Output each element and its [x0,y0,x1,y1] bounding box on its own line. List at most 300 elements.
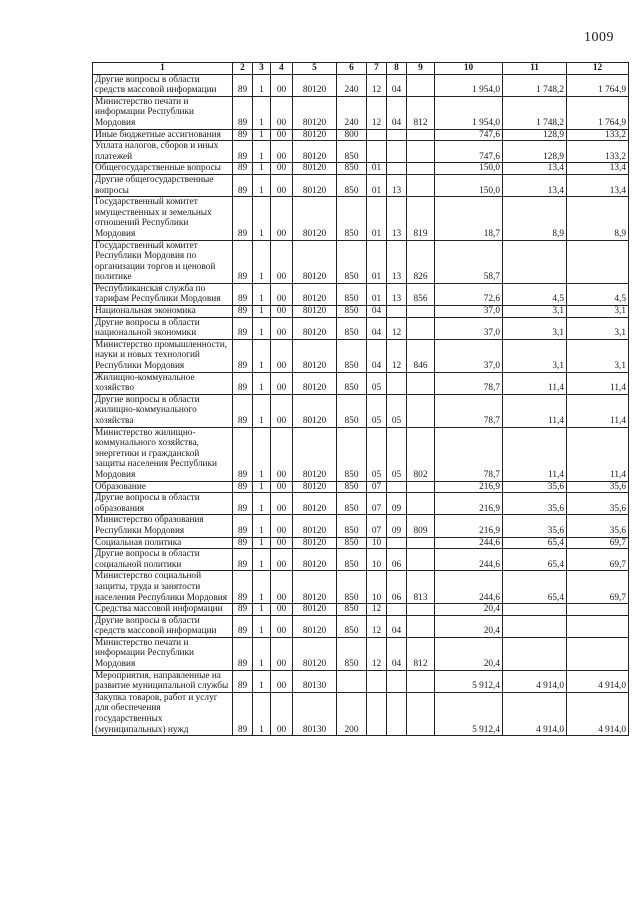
code-col-7: 07 [367,515,387,537]
code-col-7 [367,692,387,735]
code-col-2: 89 [233,96,253,129]
code-col-5: 80120 [293,604,337,616]
code-col-4: 00 [271,571,293,604]
code-col-6: 850 [337,537,367,549]
code-col-7: 01 [367,197,387,240]
code-col-4: 00 [271,129,293,141]
code-col-5: 80120 [293,96,337,129]
row-name: Республиканская служба по тарифам Республики Мордовия [93,283,233,305]
amount-col-11: 3,1 [503,306,567,318]
code-col-6: 850 [337,515,367,537]
code-col-9 [407,549,435,571]
code-col-9: 856 [407,283,435,305]
code-col-4: 00 [271,493,293,515]
amount-col-10: 78,7 [435,372,503,394]
column-header: 11 [503,63,567,75]
code-col-9 [407,692,435,735]
code-col-9 [407,493,435,515]
row-name: Другие вопросы в области средств массовой информации [93,615,233,637]
amount-col-11: 11,4 [503,394,567,427]
code-col-8 [387,306,407,318]
code-col-9 [407,74,435,96]
table-row [93,163,629,175]
amount-col-11 [503,615,567,637]
amount-col-12 [567,637,629,670]
code-col-9 [407,537,435,549]
code-col-5: 80120 [293,615,337,637]
row-name: Министерство социальной защиты, труда и занятости населения Республики Мордовия [93,571,233,604]
row-name: Другие вопросы в области образования [93,493,233,515]
row-name: Иные бюджетные ассигнования [93,129,233,141]
amount-col-12: 133,2 [567,141,629,163]
table-row [93,615,629,637]
code-col-5: 80120 [293,141,337,163]
code-col-6: 850 [337,306,367,318]
code-col-9 [407,141,435,163]
code-col-2: 89 [233,637,253,670]
amount-col-12: 1 764,9 [567,74,629,96]
column-header: 4 [271,63,293,75]
row-name: Средства массовой информации [93,604,233,616]
amount-col-10: 244,6 [435,537,503,549]
amount-col-11: 4 914,0 [503,670,567,692]
table-row [93,197,629,240]
code-col-7: 10 [367,549,387,571]
table-row [93,240,629,283]
code-col-8: 04 [387,96,407,129]
amount-col-10: 1 954,0 [435,96,503,129]
amount-col-12: 3,1 [567,317,629,339]
row-name: Другие вопросы в области жилищно-коммунального хозяйства [93,394,233,427]
row-name: Государственный комитет Республики Мордовия по организации торгов и ценовой политике [93,240,233,283]
code-col-5: 80120 [293,163,337,175]
amount-col-10: 37,0 [435,306,503,318]
code-col-7 [367,141,387,163]
code-col-6: 850 [337,604,367,616]
amount-col-12: 3,1 [567,306,629,318]
code-col-3: 1 [253,537,271,549]
amount-col-12: 69,7 [567,537,629,549]
code-col-8 [387,163,407,175]
code-col-7: 12 [367,604,387,616]
code-col-9 [407,306,435,318]
amount-col-12: 13,4 [567,174,629,196]
code-col-5: 80120 [293,372,337,394]
code-col-4: 00 [271,240,293,283]
code-col-5: 80120 [293,427,337,481]
table-row [93,372,629,394]
row-name: Мероприятия, направленные на развитие муниципальной службы [93,670,233,692]
code-col-9: 812 [407,96,435,129]
amount-col-10: 58,7 [435,240,503,283]
row-name: Министерство жилищно-коммунального хозяйства, энергетики и гражданской защиты населения Республики Мордовия [93,427,233,481]
amount-col-12: 11,4 [567,372,629,394]
code-col-6: 850 [337,163,367,175]
amount-col-12: 35,6 [567,481,629,493]
code-col-4: 00 [271,197,293,240]
amount-col-11: 65,4 [503,549,567,571]
code-col-5: 80130 [293,670,337,692]
code-col-4: 00 [271,537,293,549]
code-col-4: 00 [271,692,293,735]
code-col-3: 1 [253,74,271,96]
code-col-4: 00 [271,670,293,692]
code-col-7: 07 [367,493,387,515]
amount-col-11: 11,4 [503,427,567,481]
amount-col-11: 4 914,0 [503,692,567,735]
code-col-9: 813 [407,571,435,604]
amount-col-12: 69,7 [567,549,629,571]
code-col-6: 850 [337,197,367,240]
column-header: 3 [253,63,271,75]
amount-col-10: 5 912,4 [435,692,503,735]
row-name: Закупка товаров, работ и услуг для обеспечения государственных (муниципальных) нужд [93,692,233,735]
code-col-8 [387,692,407,735]
amount-col-10: 747,6 [435,129,503,141]
table-row [93,637,629,670]
table-header-row [93,63,629,75]
code-col-5: 80120 [293,306,337,318]
amount-col-11: 13,4 [503,163,567,175]
code-col-8 [387,141,407,163]
table-row [93,493,629,515]
column-header: 1 [93,63,233,75]
code-col-8: 09 [387,493,407,515]
code-col-2: 89 [233,394,253,427]
code-col-4: 00 [271,174,293,196]
code-col-4: 00 [271,141,293,163]
code-col-4: 00 [271,637,293,670]
code-col-3: 1 [253,394,271,427]
code-col-7: 07 [367,481,387,493]
table-row [93,549,629,571]
code-col-8 [387,537,407,549]
code-col-3: 1 [253,339,271,372]
code-col-3: 1 [253,372,271,394]
table-row [93,670,629,692]
code-col-4: 00 [271,74,293,96]
amount-col-10: 72,6 [435,283,503,305]
amount-col-12: 35,6 [567,493,629,515]
code-col-7 [367,670,387,692]
code-col-4: 00 [271,394,293,427]
code-col-9 [407,670,435,692]
amount-col-12: 4 914,0 [567,670,629,692]
code-col-8 [387,129,407,141]
amount-col-10: 20,4 [435,637,503,670]
code-col-8 [387,372,407,394]
code-col-8: 04 [387,74,407,96]
amount-col-10: 150,0 [435,174,503,196]
amount-col-11: 3,1 [503,317,567,339]
amount-col-10: 20,4 [435,615,503,637]
row-name: Социальная политика [93,537,233,549]
amount-col-10: 37,0 [435,317,503,339]
code-col-8: 06 [387,549,407,571]
code-col-6: 850 [337,481,367,493]
amount-col-11: 1 748,2 [503,74,567,96]
row-name: Общегосударственные вопросы [93,163,233,175]
code-col-9: 809 [407,515,435,537]
code-col-7: 04 [367,339,387,372]
table-row [93,339,629,372]
amount-col-11: 3,1 [503,339,567,372]
code-col-6: 850 [337,240,367,283]
code-col-5: 80120 [293,549,337,571]
column-header: 9 [407,63,435,75]
table-row [93,306,629,318]
table-row [93,74,629,96]
code-col-4: 00 [271,515,293,537]
code-col-2: 89 [233,283,253,305]
amount-col-10: 150,0 [435,163,503,175]
code-col-8: 13 [387,197,407,240]
amount-col-11: 65,4 [503,537,567,549]
amount-col-10: 78,7 [435,427,503,481]
table-row [93,571,629,604]
code-col-7: 12 [367,74,387,96]
row-name: Министерство образования Республики Мордовия [93,515,233,537]
code-col-9 [407,481,435,493]
row-name: Другие общегосударственные вопросы [93,174,233,196]
code-col-5: 80120 [293,637,337,670]
amount-col-12: 11,4 [567,427,629,481]
code-col-6: 850 [337,372,367,394]
table-row [93,427,629,481]
row-name: Другие вопросы в области социальной политики [93,549,233,571]
code-col-3: 1 [253,481,271,493]
code-col-3: 1 [253,692,271,735]
code-col-5: 80120 [293,317,337,339]
code-col-8: 12 [387,339,407,372]
code-col-5: 80120 [293,571,337,604]
amount-col-10: 78,7 [435,394,503,427]
code-col-9 [407,174,435,196]
code-col-6: 240 [337,96,367,129]
code-col-9: 819 [407,197,435,240]
code-col-9 [407,317,435,339]
budget-table [92,62,629,736]
code-col-3: 1 [253,637,271,670]
code-col-3: 1 [253,317,271,339]
code-col-7: 04 [367,317,387,339]
row-name: Образование [93,481,233,493]
row-name: Министерство печати и информации Республики Мордовия [93,637,233,670]
code-col-8 [387,604,407,616]
code-col-5: 80120 [293,339,337,372]
code-col-9: 812 [407,637,435,670]
amount-col-10: 20,4 [435,604,503,616]
code-col-7: 05 [367,427,387,481]
code-col-6: 240 [337,74,367,96]
code-col-9 [407,129,435,141]
code-col-6: 850 [337,317,367,339]
amount-col-12 [567,615,629,637]
amount-col-12: 69,7 [567,571,629,604]
code-col-7: 10 [367,571,387,604]
code-col-5: 80120 [293,74,337,96]
code-col-3: 1 [253,571,271,604]
code-col-4: 00 [271,306,293,318]
code-col-8 [387,670,407,692]
amount-col-11: 35,6 [503,481,567,493]
code-col-6: 850 [337,615,367,637]
code-col-2: 89 [233,604,253,616]
code-col-8: 04 [387,615,407,637]
amount-col-12: 4,5 [567,283,629,305]
code-col-2: 89 [233,317,253,339]
code-col-6: 850 [337,637,367,670]
table-row [93,515,629,537]
amount-col-12: 3,1 [567,339,629,372]
code-col-2: 89 [233,571,253,604]
code-col-6: 850 [337,174,367,196]
code-col-2: 89 [233,537,253,549]
amount-col-11: 128,9 [503,141,567,163]
code-col-4: 00 [271,317,293,339]
column-header: 12 [567,63,629,75]
code-col-9 [407,372,435,394]
table-row [93,141,629,163]
column-header: 5 [293,63,337,75]
code-col-4: 00 [271,283,293,305]
code-col-4: 00 [271,481,293,493]
table-row [93,692,629,735]
amount-col-10: 216,9 [435,493,503,515]
amount-col-10: 18,7 [435,197,503,240]
code-col-2: 89 [233,427,253,481]
row-name: Государственный комитет имущественных и земельных отношений Республики Мордовия [93,197,233,240]
code-col-3: 1 [253,515,271,537]
code-col-2: 89 [233,339,253,372]
code-col-3: 1 [253,615,271,637]
code-col-5: 80120 [293,493,337,515]
amount-col-10: 244,6 [435,571,503,604]
amount-col-12: 11,4 [567,394,629,427]
code-col-7: 12 [367,615,387,637]
code-col-3: 1 [253,670,271,692]
code-col-3: 1 [253,141,271,163]
code-col-5: 80120 [293,240,337,283]
amount-col-12: 4 914,0 [567,692,629,735]
amount-col-11: 11,4 [503,372,567,394]
amount-col-10: 5 912,4 [435,670,503,692]
amount-col-11 [503,637,567,670]
code-col-9 [407,394,435,427]
code-col-3: 1 [253,96,271,129]
code-col-9: 802 [407,427,435,481]
amount-col-11: 128,9 [503,129,567,141]
column-header: 6 [337,63,367,75]
code-col-6 [337,670,367,692]
code-col-6: 850 [337,571,367,604]
table-row [93,317,629,339]
code-col-3: 1 [253,306,271,318]
code-col-8 [387,481,407,493]
code-col-6: 200 [337,692,367,735]
amount-col-11: 4,5 [503,283,567,305]
code-col-3: 1 [253,604,271,616]
code-col-3: 1 [253,129,271,141]
code-col-4: 00 [271,615,293,637]
amount-col-10: 216,9 [435,515,503,537]
amount-col-12 [567,240,629,283]
amount-col-11 [503,604,567,616]
code-col-9: 846 [407,339,435,372]
code-col-7 [367,129,387,141]
code-col-8: 04 [387,637,407,670]
amount-col-12: 133,2 [567,129,629,141]
row-name: Министерство печати и информации Республики Мордовия [93,96,233,129]
code-col-7: 01 [367,240,387,283]
code-col-8: 13 [387,240,407,283]
code-col-3: 1 [253,283,271,305]
code-col-6: 800 [337,129,367,141]
code-col-7: 12 [367,96,387,129]
code-col-2: 89 [233,692,253,735]
code-col-7: 12 [367,637,387,670]
code-col-7: 04 [367,306,387,318]
code-col-4: 00 [271,96,293,129]
code-col-6: 850 [337,141,367,163]
code-col-6: 850 [337,339,367,372]
column-header: 8 [387,63,407,75]
code-col-9: 826 [407,240,435,283]
code-col-9 [407,604,435,616]
code-col-7: 01 [367,163,387,175]
code-col-8: 09 [387,515,407,537]
amount-col-11: 13,4 [503,174,567,196]
code-col-4: 00 [271,163,293,175]
code-col-2: 89 [233,481,253,493]
code-col-7: 05 [367,372,387,394]
code-col-6: 850 [337,549,367,571]
code-col-9 [407,615,435,637]
code-col-8: 13 [387,283,407,305]
code-col-8: 06 [387,571,407,604]
amount-col-11: 1 748,2 [503,96,567,129]
column-header: 7 [367,63,387,75]
code-col-2: 89 [233,493,253,515]
code-col-3: 1 [253,240,271,283]
code-col-7: 10 [367,537,387,549]
amount-col-11: 35,6 [503,493,567,515]
code-col-7: 01 [367,283,387,305]
table-row [93,481,629,493]
code-col-6: 850 [337,283,367,305]
code-col-2: 89 [233,515,253,537]
row-name: Другие вопросы в области национальной экономики [93,317,233,339]
code-col-2: 89 [233,74,253,96]
amount-col-11 [503,240,567,283]
code-col-2: 89 [233,549,253,571]
code-col-6: 850 [337,394,367,427]
row-name: Уплата налогов, сборов и иных платежей [93,141,233,163]
column-header: 10 [435,63,503,75]
code-col-2: 89 [233,372,253,394]
amount-col-11: 8,9 [503,197,567,240]
row-name: Национальная экономика [93,306,233,318]
amount-col-12: 8,9 [567,197,629,240]
code-col-2: 89 [233,174,253,196]
code-col-3: 1 [253,549,271,571]
code-col-2: 89 [233,306,253,318]
amount-col-12 [567,604,629,616]
code-col-2: 89 [233,163,253,175]
code-col-7: 05 [367,394,387,427]
table-row [93,537,629,549]
amount-col-10: 37,0 [435,339,503,372]
